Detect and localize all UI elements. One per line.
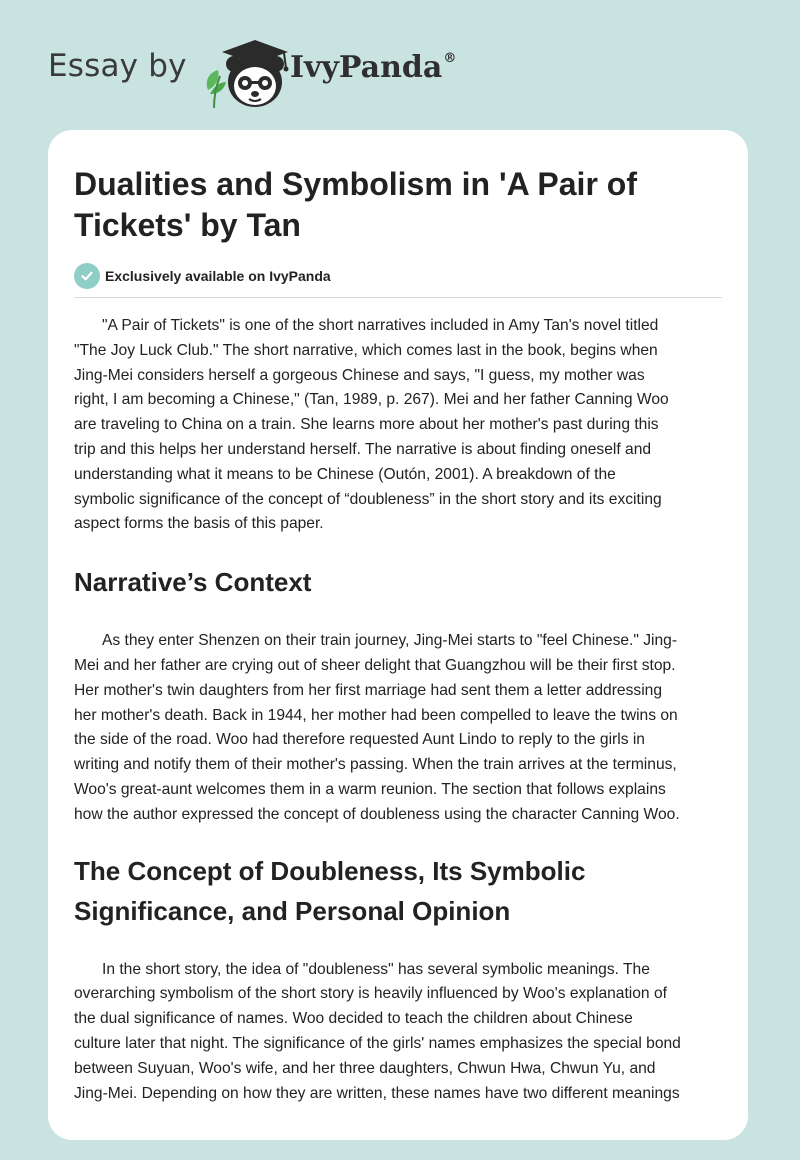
text-line: understanding what it means to be Chinese (Outón, 2001). A breakdown of the bbox=[74, 465, 616, 483]
text-line: "A Pair of Tickets" is one of the short narratives included in Amy Tan's novel titled bbox=[102, 317, 659, 334]
text-line: aspect forms the basis of this paper. bbox=[74, 515, 324, 533]
text-line: overarching symbolism of the short story is heavily influenced by Woo's explanation of bbox=[74, 985, 667, 1003]
text-line: culture later that night. The significance of the girls' names emphasizes the special bond bbox=[74, 1034, 681, 1052]
site-header bbox=[48, 32, 608, 112]
text-line: Jing-Mei considers herself a gorgeous Chinese and says, "I guess, my mother was bbox=[74, 366, 645, 384]
text-line: right, I am becoming a Chinese," (Tan, 1989, p. 267). Mei and her father Canning Woo bbox=[74, 391, 669, 409]
paragraph-doubleness bbox=[74, 958, 722, 1107]
exclusive-badge-label: Exclusively available on IvyPanda bbox=[105, 268, 331, 284]
paragraph-context bbox=[74, 629, 722, 827]
article-content bbox=[74, 164, 722, 1106]
section-heading-doubleness: The Concept of Doubleness, Its Symbolic Significance, and Personal Opinion bbox=[74, 855, 586, 926]
brand-name-text: IvyPanda bbox=[290, 50, 443, 85]
text-line: "The Joy Luck Club." The short narrative, which comes last in the book, begins when bbox=[74, 341, 658, 359]
trademark-symbol: ® bbox=[443, 51, 457, 66]
text-line: are traveling to China on a train. She learns more about her mother's past during this bbox=[74, 416, 659, 434]
section-heading-context: Narrative’s Context bbox=[74, 567, 312, 598]
title-divider bbox=[74, 297, 722, 298]
text-line: Jing-Mei. Depending on how they are written, these names have two different meanings bbox=[74, 1084, 680, 1102]
article-title: Dualities and Symbolism in 'A Pair of Tickets' by Tan bbox=[74, 166, 637, 243]
text-line: how the author expressed the concept of doubleness using the character Canning Woo. bbox=[74, 805, 680, 823]
text-line: Her mother's twin daughters from her first marriage had sent them a letter addressing bbox=[74, 681, 663, 699]
checkmark-icon bbox=[74, 263, 100, 289]
text-line: the dual significance of names. Woo decided to teach the children about Chinese bbox=[74, 1010, 633, 1028]
text-line: In the short story, the idea of "doubleness" has several symbolic meanings. The bbox=[102, 960, 650, 978]
text-line: As they enter Shenzen on their train journey, Jing-Mei starts to "feel Chinese." Jing- bbox=[102, 632, 678, 650]
text-line: the side of the road. Woo had therefore requested Aunt Lindo to reply to the girls in bbox=[74, 731, 645, 749]
text-line: trip and this helps her understand herself. The narrative is about finding oneself and bbox=[74, 440, 652, 458]
exclusive-badge bbox=[74, 263, 722, 289]
text-line: Woo's great-aunt welcomes them in a warm reunion. The section that follows explains bbox=[74, 780, 666, 798]
essay-by-label: Essay by bbox=[48, 48, 187, 84]
text-line: writing and notify them of their mother's passing. When the train arrives at the terminus, bbox=[74, 756, 677, 774]
text-line: symbolic significance of the concept of “doubleness” in the short story and its exciting bbox=[74, 490, 662, 508]
text-line: her mother's death. Back in 1944, her mother had been compelled to leave the twins on bbox=[74, 706, 678, 724]
text-line: Mei and her father are crying out of sheer delight that Guangzhou will be their first stop. bbox=[74, 656, 676, 674]
paragraph-intro bbox=[74, 314, 722, 537]
article-card bbox=[48, 130, 748, 1140]
text-line: between Suyuan, Woo's wife, and her three daughters, Chwun Hwa, Chwun Yu, and bbox=[74, 1059, 656, 1077]
brand-name[interactable] bbox=[290, 50, 456, 85]
